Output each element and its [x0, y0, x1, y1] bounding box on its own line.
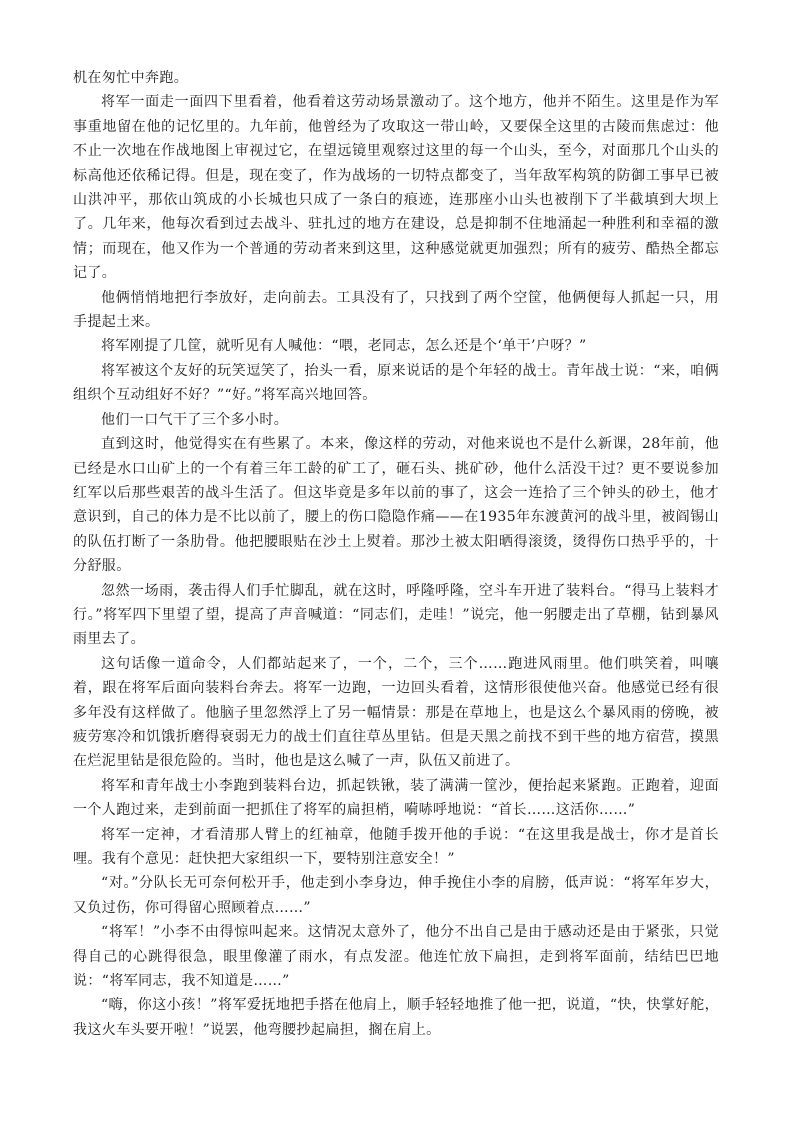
article-body — [73, 66, 719, 1042]
paragraph: “嗨，你这小孩！”将军爱抚地把手搭在他肩上，顺手轻轻地推了他一把，说道，“快，快掌好舵，我这火车头要开啦！”说罢，他弯腰抄起扁担，搁在肩上。 — [73, 997, 719, 1038]
paragraph: 这句话像一道命令，人们都站起来了，一个，二个，三个……跑进风雨里。他们哄笑着，叫嚷着，跟在将军后面向装料台奔去。将军一边跑，一边回头看着，这情形很使他兴奋。他感觉已经有很多年没有这样做了。他脑子里忽然浮上了另一幅情景：那是在草地上，也是这么个暴风雨的傍晚，被疲劳寒冷和饥饿折磨得衰弱无力的战士们直往草丛里钻。但是天黑之前找不到干些的地方宿营，摸黑在烂泥里钻是很危险的。当时，他也是这么喊了一声，队伍又前进了。 — [73, 655, 719, 770]
paragraph: 将军被这个友好的玩笑逗笑了，抬头一看，原来说话的是个年轻的战士。青年战士说：“来，咱俩组织个互动组好不好？”“好。”将军高兴地回答。 — [73, 362, 719, 404]
paragraph: 他俩悄悄地把行李放好，走向前去。工具没有了，只找到了两个空筐，他俩便每人抓起一只，用手提起土来。 — [73, 289, 719, 331]
paragraph: “将军！”小李不由得惊叫起来。这情况太意外了，他分不出自己是由于感动还是由于紧张，只觉得自己的心跳得很急，眼里像灌了雨水，有点发涩。他连忙放下扁担，走到将军面前，结结巴巴地说：“将军同志，我不知道是……” — [73, 924, 719, 990]
paragraph: 他们一口气干了三个多小时。 — [101, 411, 289, 428]
paragraph: 将军和青年战士小李跑到装料台边，抓起铁锹，装了满满一筐沙，便抬起来紧跑。正跑着，迎面一个人跑过来，走到前面一把抓住了将军的扁担梢，嗬哧呼地说：“首长……这活你……” — [73, 777, 719, 819]
paragraph: 将军一定神，才看清那人臂上的红袖章，他随手拨开他的手说：“在这里我是战士，你才是首长哩。我有个意见：赶快把大家组织一下，要特别注意安全！” — [73, 826, 719, 867]
paragraph: 直到这时，他觉得实在有些累了。本来，像这样的劳动，对他来说也不是什么新课，28年前，他已经是水口山矿上的一个有着三年工龄的矿工了，砸石头、挑矿砂，他什么活没干过？更不要说参加红军以后那些艰苦的战斗生活了。但这毕竟是多年以前的事了，这会一连拾了三个钟头的砂土，他才意识到，自己的体力是不比以前了，腰上的伤口隐隐作痛——在1935年东渡黄河的战斗里，被阎锡山的队伍打断了一条肋骨。他把腰眼贴在沙土上熨着。那沙土被太阳晒得滚烫，烫得伤口热乎乎的，十分舒服。 — [73, 436, 719, 575]
paragraph: “对。”分队长无可奈何松开手，他走到小李身边，伸手挽住小李的肩膀，低声说：“将军年岁大，又负过伤，你可得留心照顾着点……” — [73, 875, 719, 916]
paragraph: 忽然一场雨，袭击得人们手忙脚乱，就在这时，呼隆呼隆，空斗车开进了装料台。“得马上装料才行。”将军四下里望了望，提高了声音喊道：“同志们，走哇！”说完，他一躬腰走出了草棚，钻到暴风雨里去了。 — [73, 582, 719, 648]
paragraph: 机在匆忙中奔跑。 — [73, 70, 189, 86]
paragraph: 将军一面走一面四下里看着，他看着这劳动场景激动了。这个地方，他并不陌生。这里是作为军事重地留在他的记忆里的。九年前，他曾经为了攻取这一带山岭，又要保全这里的古陵而焦虑过：他不止一次地在作战地图上审视过它，在望远镜里观察过这里的每一个山头，至今，对面那几个山头的标高他还依稀记得。但是，现在变了，作为战场的一切特点都变了，当年敌军构筑的防御工事早已被山洪冲平，那依山筑成的小长城也只成了一条白的痕迹，连那座小山头也被削下了半截填到大坝上了。几年来，他每次看到过去战斗、驻扎过的地方在建设，总是抑制不住地涌起一种胜利和幸福的激情；而现在，他又作为一个普通的劳动者来到这里，这种感觉就更加强烈；所有的疲劳、酷热全都忘记了。 — [73, 94, 719, 282]
paragraph: 将军刚提了几筐，就听见有人喊他：“喂，老同志，怎么还是个‘单干’户呀？” — [101, 338, 587, 355]
